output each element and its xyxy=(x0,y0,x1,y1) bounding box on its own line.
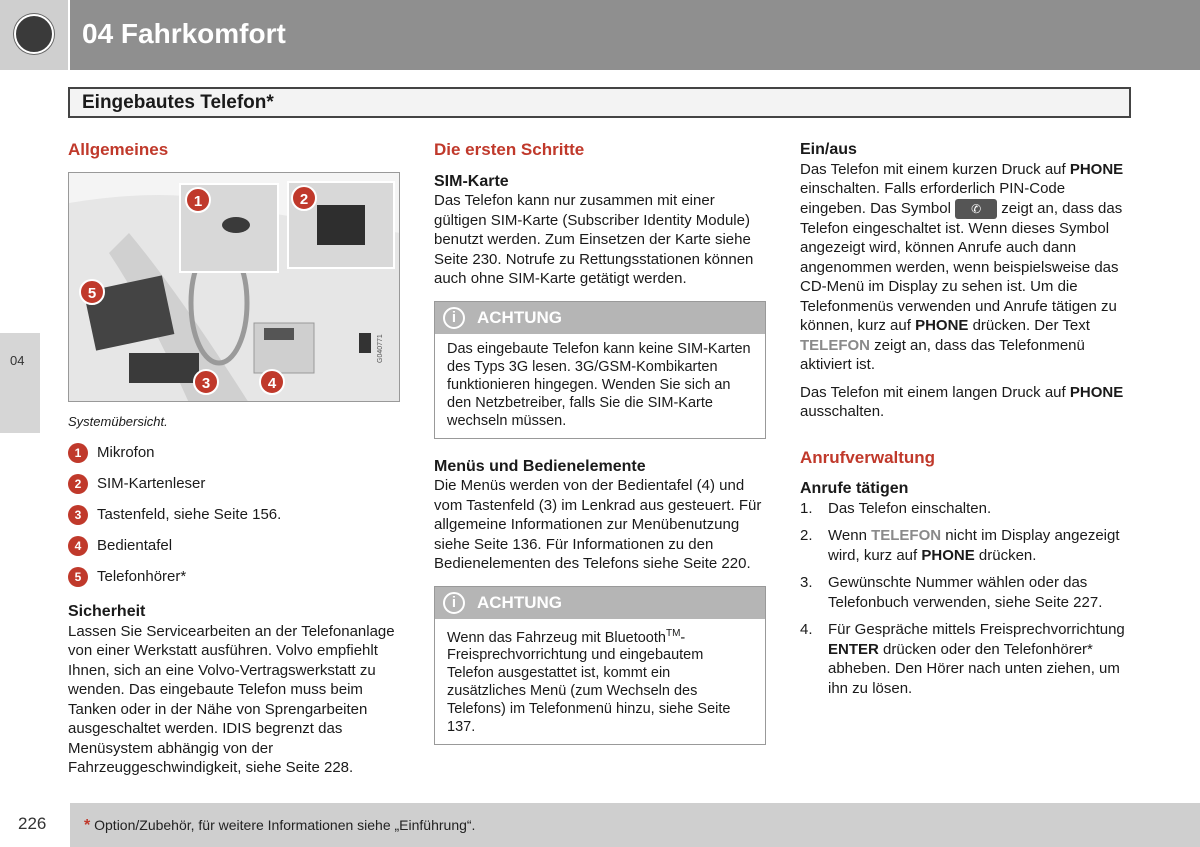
step-text xyxy=(828,620,1132,698)
footer-note-box xyxy=(70,803,1200,847)
step-text xyxy=(828,526,1132,565)
off-text xyxy=(800,383,1132,422)
display-text-telefon: TELEFON xyxy=(871,527,942,545)
text-part: Für Gespräche mittels Freisprechvorrichtung xyxy=(828,621,1125,639)
heading-sim-card: SIM-Karte xyxy=(434,172,509,190)
warning-text xyxy=(435,619,765,745)
section-title: Eingebautes Telefon* xyxy=(82,92,274,113)
key-phone: PHONE xyxy=(1069,160,1124,178)
list-item xyxy=(800,499,1132,519)
figure-label-5: 5 xyxy=(79,279,105,305)
key-phone: PHONE xyxy=(1069,383,1124,401)
legend-number: 1 xyxy=(68,443,88,463)
display-text-telefon: TELEFON xyxy=(800,336,870,354)
system-overview-figure xyxy=(68,172,400,402)
legend-item xyxy=(68,499,400,530)
text-part: ausschalten. xyxy=(800,403,885,421)
phone-handset-icon: ✆ xyxy=(955,199,997,219)
legend-text: SIM-Kartenleser xyxy=(97,474,206,492)
list-item xyxy=(800,526,1132,565)
legend-number: 5 xyxy=(68,567,88,587)
sim-card-text: Das Telefon kann nur zusammen mit einer gültigen SIM-Karte (Subscriber Identity Module) benutzt werden. Zum Einsetzen der Karte siehe Seite 230. Notrufe zu Rettungsstationen können auch ohne SIM-Karte getätigt werden. xyxy=(434,192,754,287)
text-part: zeigt an, dass das Telefonmenü aktiviert ist. xyxy=(800,336,1085,374)
call-steps-list xyxy=(800,499,1132,699)
on-off-text xyxy=(800,160,1132,375)
figure-label-1: 1 xyxy=(185,187,211,213)
figure-label-2: 2 xyxy=(291,185,317,211)
info-icon: i xyxy=(443,592,465,614)
text-part: drücken. Der Text xyxy=(972,317,1090,335)
step-number: 3. xyxy=(800,574,813,592)
legend-text: Mikrofon xyxy=(97,443,155,461)
text-part: nicht im Display angezeigt wird, kurz auf xyxy=(828,527,1120,564)
section-title-bar xyxy=(68,87,1131,118)
seat-icon xyxy=(14,14,54,54)
warning-title: ACHTUNG xyxy=(477,592,562,612)
step-number: 1. xyxy=(800,499,813,517)
step-number: 2. xyxy=(800,527,813,545)
legend-item xyxy=(68,468,400,499)
text-part: drücken oder den Telefonhörer* abheben. Den Hörer nach unten ziehen, um ihn zu lösen. xyxy=(828,640,1120,697)
legend-number: 4 xyxy=(68,536,88,556)
figure-code: G040771 xyxy=(377,333,384,363)
heading-security: Sicherheit xyxy=(68,603,146,620)
legend-item xyxy=(68,437,400,468)
warning-text: Das eingebaute Telefon kann keine SIM-Karten des Typs 3G lesen. 3G/GSM-Kombikarten funktionieren hingegen. Wenden Sie sich an den Netzbetreiber, falls Sie die SIM-Karte wechseln müssen. xyxy=(447,340,751,429)
step-number: 4. xyxy=(800,621,813,639)
legend-text: Tastenfeld, siehe Seite 156. xyxy=(97,505,282,523)
warning-text-part: -Freisprechvorrichtung und eingebautem Telefon ausgestattet ist, kommt ein zusätzliches Menü (zum Wechseln des Telefons) im Telefonmenü hinzu, siehe Seite 137. xyxy=(447,629,731,736)
legend-number: 3 xyxy=(68,505,88,525)
text-part: Das Telefon mit einem kurzen Druck auf xyxy=(800,160,1066,178)
heading-first-steps: Die ersten Schritte xyxy=(434,140,585,159)
heading-general: Allgemeines xyxy=(68,140,169,159)
figure-label-4: 4 xyxy=(259,369,285,395)
text-part: Das Telefon mit einem langen Druck auf xyxy=(800,383,1066,401)
legend-item xyxy=(68,530,400,561)
figure-caption: Systemübersicht. xyxy=(68,413,168,429)
page-number: 226 xyxy=(18,814,47,833)
warning-box-sim xyxy=(434,301,766,439)
key-enter: ENTER xyxy=(828,640,879,658)
figure-label-3: 3 xyxy=(193,369,219,395)
header-icon-box xyxy=(0,0,68,70)
text-part: drücken. xyxy=(978,546,1037,564)
legend-item xyxy=(68,561,400,592)
heading-on-off: Ein/aus xyxy=(800,141,857,158)
heading-menus: Menüs und Bedienelemente xyxy=(434,457,646,475)
menus-text: Die Menüs werden von der Bedientafel (4) und vom Tastenfeld (3) im Lenkrad aus gesteuert. Für allgemeine Informationen zur Menübenutzung siehe Seite 136. Für Informationen zu den Bedienelementen des Telefons siehe Seite 220. xyxy=(434,477,762,572)
header-bar xyxy=(70,0,1200,70)
step-text: Gewünschte Nummer wählen oder das Telefonbuch verwenden, siehe Seite 227. xyxy=(828,574,1103,611)
list-item xyxy=(800,573,1132,612)
footnote-text: Option/Zubehör, für weitere Informationen siehe „Einführung“. xyxy=(94,817,476,833)
legend-text: Telefonhörer* xyxy=(97,567,187,585)
chapter-title: 04 Fahrkomfort xyxy=(82,18,286,49)
footnote-star: * xyxy=(84,817,91,834)
warning-text-part: Wenn das Fahrzeug mit Bluetooth xyxy=(447,629,666,646)
list-item xyxy=(800,620,1132,698)
trademark-sup: TM xyxy=(665,627,681,639)
security-text: Lassen Sie Servicearbeiten an der Telefonanlage von einer Werkstatt ausführen. Volvo empfiehlt Ihnen, sich an eine Volvo-Vertragswerkstatt zu wenden. Das eingebaute Telefon muss beim Tanken oder in der Nähe von Sprengarbeiten ausgeschaltet werden. IDIS begrenzt das Menüsystem abhängig von der Fahrzeuggeschwindigkeit, siehe Seite 228. xyxy=(68,622,395,776)
warning-title: ACHTUNG xyxy=(477,307,562,327)
warning-box-bluetooth xyxy=(434,586,766,746)
chapter-side-tab xyxy=(0,333,40,433)
column-on-off xyxy=(800,140,1132,706)
step-text: Das Telefon einschalten. xyxy=(828,499,992,517)
column-general xyxy=(68,140,400,778)
warning-header xyxy=(435,302,765,334)
legend-text: Bedientafel xyxy=(97,536,173,554)
heading-call-management: Anrufverwaltung xyxy=(800,447,936,467)
heading-make-calls: Anrufe tätigen xyxy=(800,480,909,498)
text-part: einschalten. Falls erforderlich PIN-Code eingeben. Das Symbol xyxy=(800,180,1066,217)
key-phone: PHONE xyxy=(915,317,969,335)
info-icon: i xyxy=(443,307,465,329)
warning-header xyxy=(435,587,765,619)
key-phone: PHONE xyxy=(921,546,975,564)
text-part: zeigt an, dass das Telefon eingeschaltet ist. Wenn dieses Symbol angezeigt wird, können Anrufe auch dann angenommen werden, wenn beispielsweise das CD-Menü im Display zu sehen ist. Um die Telefonmenüs verwenden und Anrufe tätigen zu können, kurz auf xyxy=(800,199,1123,335)
column-first-steps xyxy=(434,140,766,763)
legend-number: 2 xyxy=(68,474,88,494)
footer-note xyxy=(84,817,475,835)
text-part: Wenn xyxy=(828,527,867,545)
side-tab-label: 04 xyxy=(10,353,25,368)
